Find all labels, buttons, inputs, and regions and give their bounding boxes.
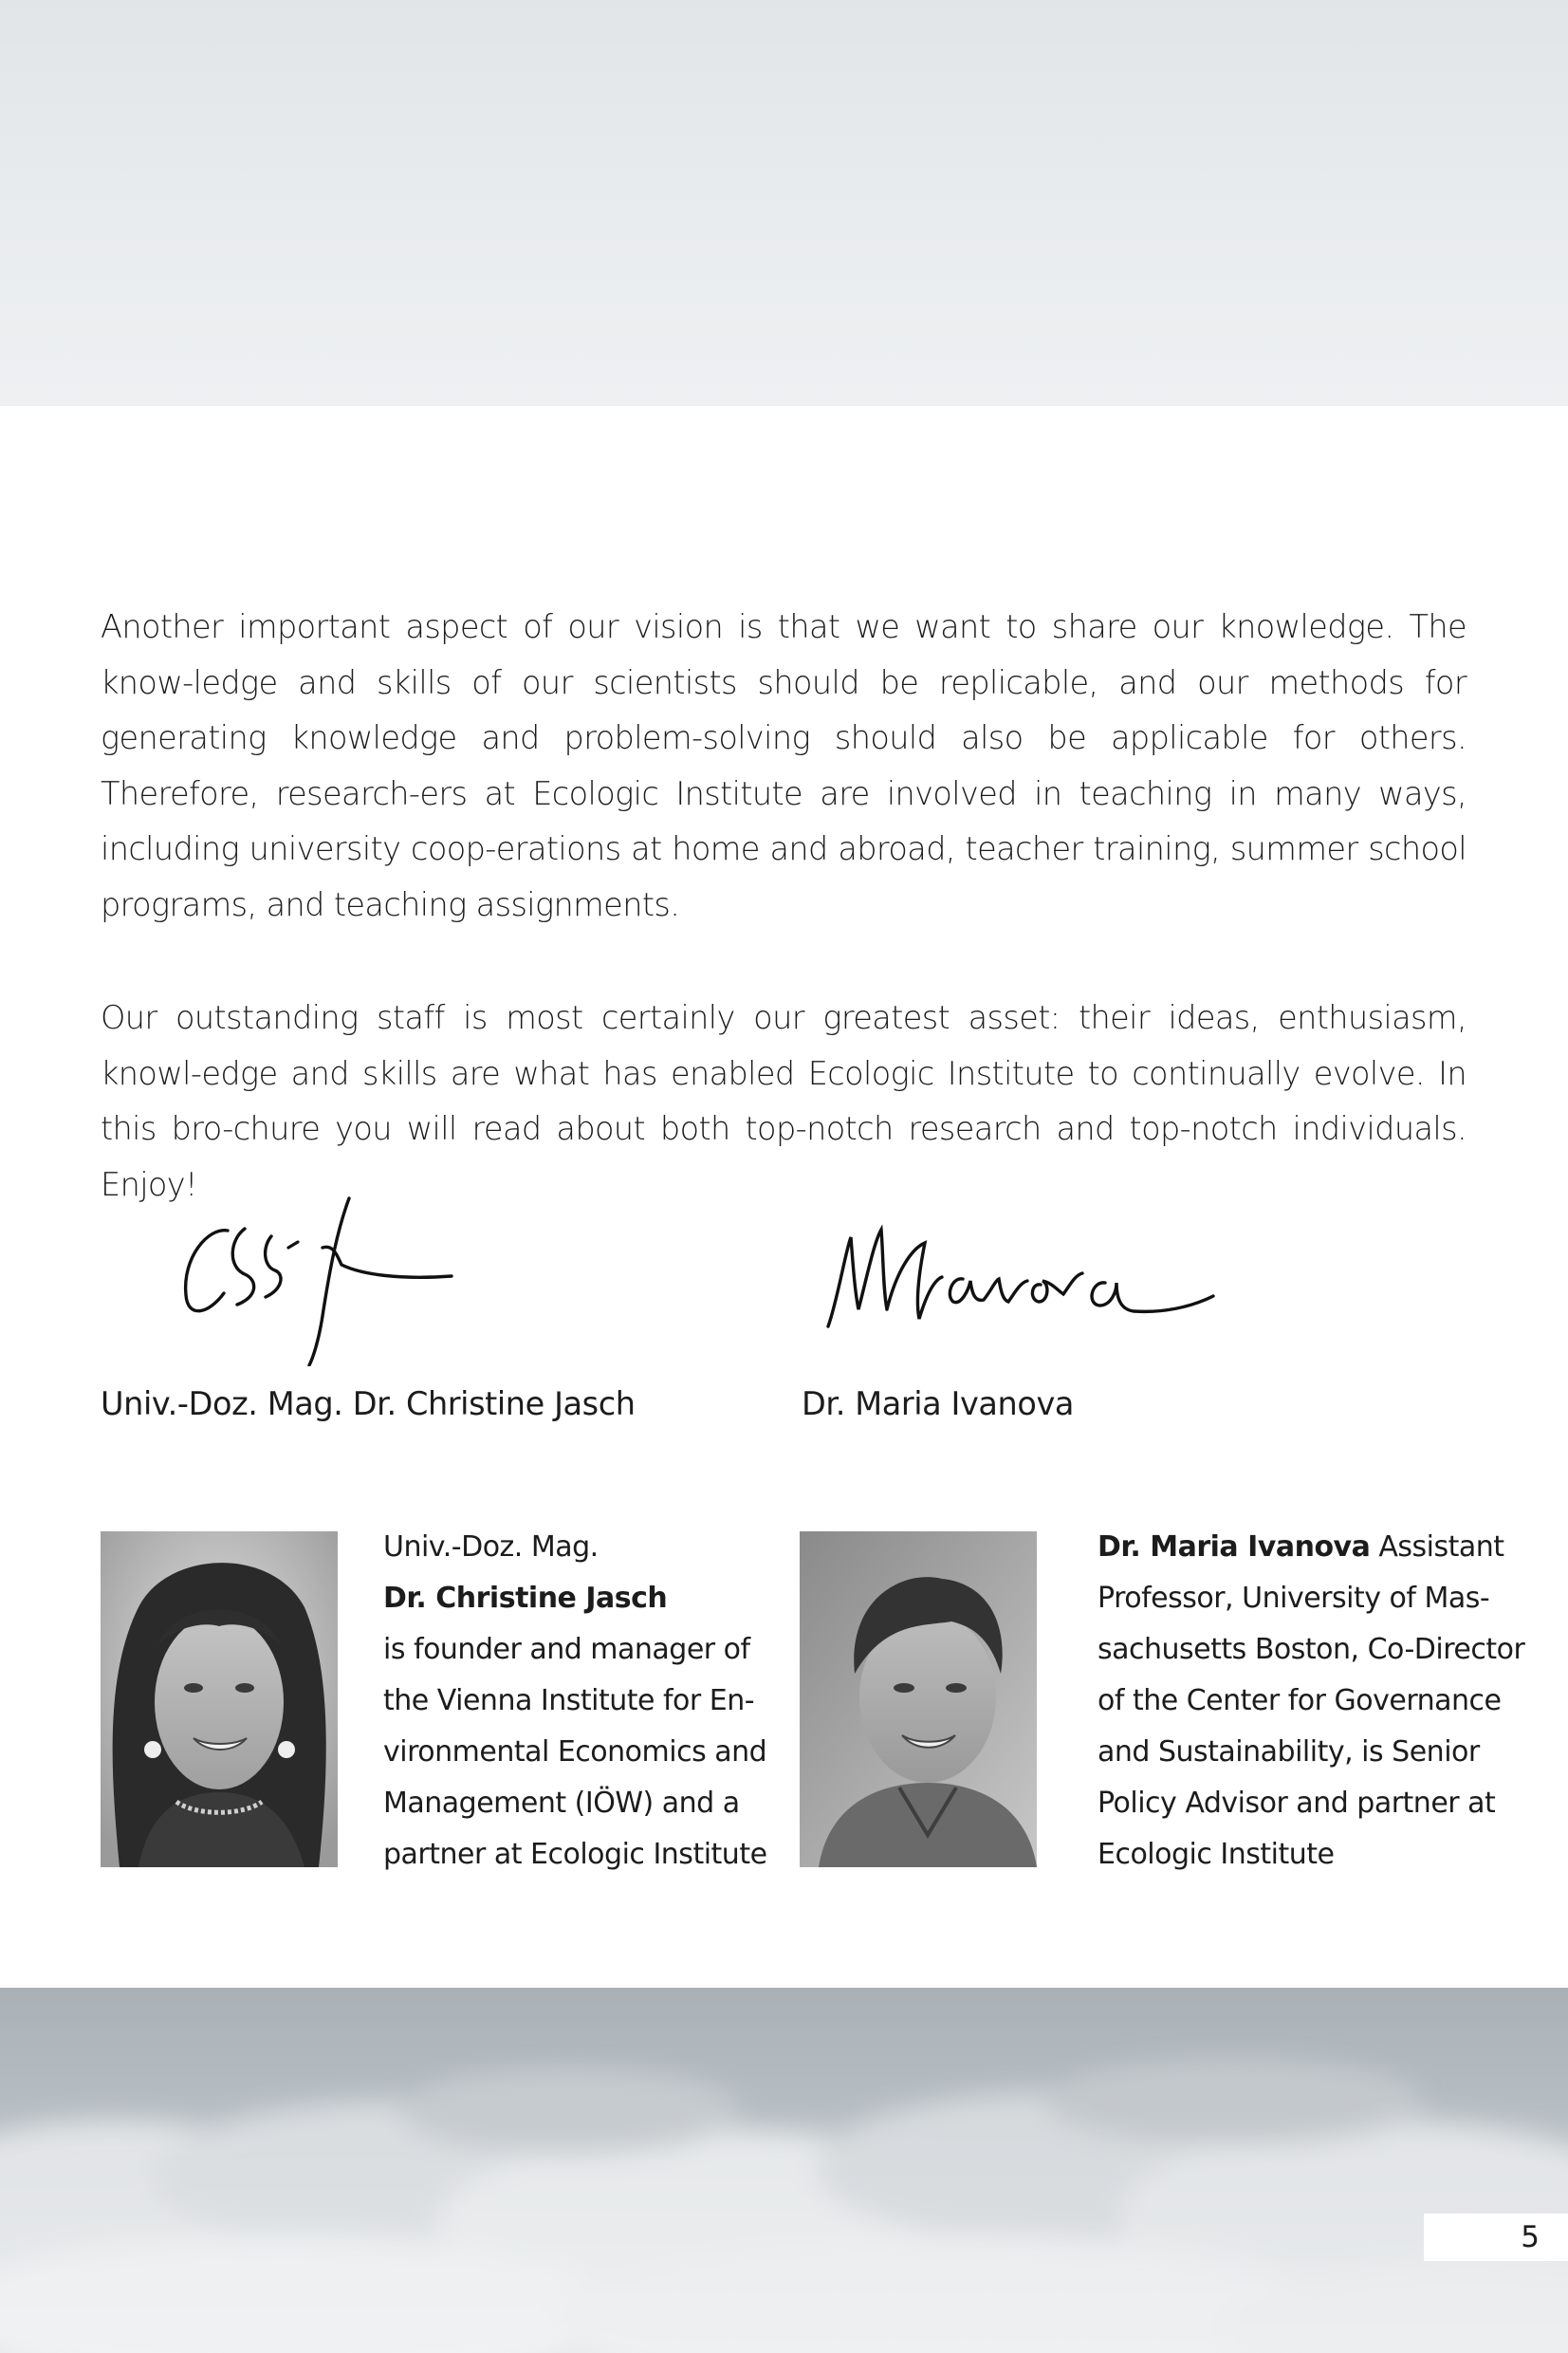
bio-jasch-line: partner at Ecologic Institute — [383, 1838, 767, 1871]
bio-ivanova-first-line: Assistant — [1370, 1530, 1504, 1564]
bio-ivanova-line: Ecologic Institute — [1098, 1838, 1335, 1871]
page-number-box — [1424, 2214, 1568, 2261]
portrait-christine-jasch — [101, 1531, 338, 1867]
bio-ivanova-line: sachusetts Boston, Co-Director — [1098, 1633, 1525, 1666]
bio-ivanova-line: Policy Advisor and partner at — [1098, 1787, 1496, 1820]
intro-paragraph-1: Another important aspect of our vision is that we want to share our knowledge. The know-ledge and skills of our scientists should be replicable, and our methods for generating knowledge and problem-solving should also be applicable for others. Therefore, research-ers at Ecologic Institute are involved in teaching in many ways, including university coop-erations at home and abroad, teacher training, summer school programs, and teaching assignments. — [101, 608, 1467, 923]
bio-jasch-line: Management (IÖW) and a — [383, 1787, 740, 1820]
bio-jasch-prefix: Univ.-Doz. Mag. — [383, 1530, 599, 1564]
bio-ivanova-name: Dr. Maria Ivanova — [1098, 1530, 1371, 1564]
signature-jasch — [171, 1191, 465, 1366]
bio-jasch-name: Dr. Christine Jasch — [383, 1582, 668, 1615]
bio-ivanova-line: of the Center for Governance — [1098, 1684, 1502, 1717]
intro-paragraph-2: Our outstanding staff is most certainly our greatest asset: their ideas, enthusiasm, knowl-edge and skills are what has enabled Ecologic Institute to continually evolve. In this bro-chure you will read about both top-notch research and top-notch individuals. Enjoy! — [101, 999, 1467, 1203]
bio-ivanova-line: and Sustainability, is Senior — [1098, 1735, 1480, 1769]
bio-jasch-line: is founder and manager of — [383, 1633, 750, 1666]
page-number: 5 — [1521, 2220, 1540, 2254]
sky-header-band — [0, 0, 1568, 406]
bio-jasch-line: the Vienna Institute for En- — [383, 1684, 755, 1717]
signature-name-ivanova: Dr. Maria Ivanova — [802, 1385, 1074, 1422]
bio-maria-ivanova — [1098, 1522, 1524, 1881]
bio-ivanova-line: Professor, University of Mas- — [1098, 1582, 1490, 1615]
portrait-maria-ivanova — [800, 1531, 1037, 1867]
signature-ivanova — [821, 1214, 1219, 1347]
cloud-footer-band — [0, 1988, 1568, 2353]
bio-jasch-line: vironmental Economics and — [383, 1735, 767, 1769]
signature-name-jasch: Univ.-Doz. Mag. Dr. Christine Jasch — [101, 1385, 636, 1422]
bio-christine-jasch — [383, 1522, 767, 1881]
